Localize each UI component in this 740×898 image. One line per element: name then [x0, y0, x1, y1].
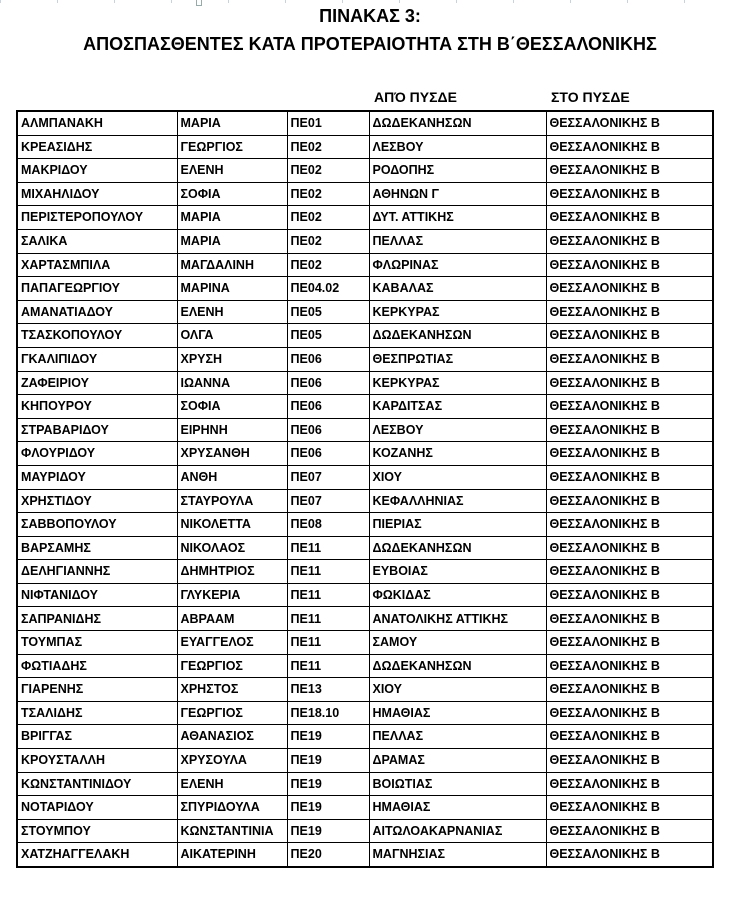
firstname-cell: ΣΟΦΙΑ	[177, 395, 287, 419]
table-row	[17, 465, 713, 489]
to-cell: ΘΕΣΣΑΛΟΝΙΚΗΣ Β	[546, 583, 713, 607]
to-cell: ΘΕΣΣΑΛΟΝΙΚΗΣ Β	[546, 560, 713, 584]
specialty-cell: ΠΕ02	[287, 135, 369, 159]
header-from: ΑΠΌ ΠΥΣΔΕ	[374, 89, 457, 105]
firstname-cell: ΕΛΕΝΗ	[177, 772, 287, 796]
from-cell: ΚΟΖΑΝΗΣ	[369, 442, 546, 466]
firstname-cell: ΝΙΚΟΛΕΤΤΑ	[177, 513, 287, 537]
secondment-table	[16, 110, 714, 868]
surname-cell: ΓΙΑΡΕΝΗΣ	[17, 678, 177, 702]
to-cell: ΘΕΣΣΑΛΟΝΙΚΗΣ Β	[546, 536, 713, 560]
to-cell: ΘΕΣΣΑΛΟΝΙΚΗΣ Β	[546, 819, 713, 843]
from-cell: ΠΙΕΡΙΑΣ	[369, 513, 546, 537]
specialty-cell: ΠΕ19	[287, 725, 369, 749]
table-row	[17, 135, 713, 159]
to-cell: ΘΕΣΣΑΛΟΝΙΚΗΣ Β	[546, 135, 713, 159]
specialty-cell: ΠΕ01	[287, 111, 369, 135]
header-to: ΣΤΟ ΠΥΣΔΕ	[551, 89, 630, 105]
specialty-cell: ΠΕ06	[287, 442, 369, 466]
specialty-cell: ΠΕ19	[287, 819, 369, 843]
to-cell: ΘΕΣΣΑΛΟΝΙΚΗΣ Β	[546, 749, 713, 773]
to-cell: ΘΕΣΣΑΛΟΝΙΚΗΣ Β	[546, 513, 713, 537]
from-cell: ΧΙΟΥ	[369, 465, 546, 489]
surname-cell: ΣΑΒΒΟΠΟΥΛΟΥ	[17, 513, 177, 537]
specialty-cell: ΠΕ06	[287, 418, 369, 442]
surname-cell: ΝΙΦΤΑΝΙΔΟΥ	[17, 583, 177, 607]
surname-cell: ΚΡΟΥΣΤΑΛΛΗ	[17, 749, 177, 773]
surname-cell: ΣΑΛΙΚΑ	[17, 229, 177, 253]
to-cell: ΘΕΣΣΑΛΟΝΙΚΗΣ Β	[546, 796, 713, 820]
to-cell: ΘΕΣΣΑΛΟΝΙΚΗΣ Β	[546, 772, 713, 796]
table-row	[17, 843, 713, 867]
to-cell: ΘΕΣΣΑΛΟΝΙΚΗΣ Β	[546, 111, 713, 135]
to-cell: ΘΕΣΣΑΛΟΝΙΚΗΣ Β	[546, 371, 713, 395]
firstname-cell: ΓΕΩΡΓΙΟΣ	[177, 135, 287, 159]
table-row	[17, 229, 713, 253]
surname-cell: ΜΑΚΡΙΔΟΥ	[17, 159, 177, 183]
table-row	[17, 300, 713, 324]
firstname-cell: ΕΛΕΝΗ	[177, 159, 287, 183]
firstname-cell: ΑΒΡΑΑΜ	[177, 607, 287, 631]
table-row	[17, 442, 713, 466]
from-cell: ΚΑΡΔΙΤΣΑΣ	[369, 395, 546, 419]
table-row	[17, 654, 713, 678]
to-cell: ΘΕΣΣΑΛΟΝΙΚΗΣ Β	[546, 159, 713, 183]
ruler-line	[0, 0, 740, 3]
specialty-cell: ΠΕ13	[287, 678, 369, 702]
specialty-cell: ΠΕ11	[287, 654, 369, 678]
to-cell: ΘΕΣΣΑΛΟΝΙΚΗΣ Β	[546, 607, 713, 631]
specialty-cell: ΠΕ08	[287, 513, 369, 537]
firstname-cell: ΑΝΘΗ	[177, 465, 287, 489]
table-row	[17, 324, 713, 348]
surname-cell: ΑΛΜΠΑΝΑΚΗ	[17, 111, 177, 135]
from-cell: ΘΕΣΠΡΩΤΙΑΣ	[369, 347, 546, 371]
specialty-cell: ΠΕ06	[287, 371, 369, 395]
surname-cell: ΜΑΥΡΙΔΟΥ	[17, 465, 177, 489]
table-row	[17, 819, 713, 843]
firstname-cell: ΕΥΑΓΓΕΛΟΣ	[177, 631, 287, 655]
to-cell: ΘΕΣΣΑΛΟΝΙΚΗΣ Β	[546, 347, 713, 371]
table-row	[17, 772, 713, 796]
page-title: ΠΙΝΑΚΑΣ 3:	[319, 6, 421, 26]
firstname-cell: ΜΑΡΙΑ	[177, 111, 287, 135]
specialty-cell: ΠΕ20	[287, 843, 369, 867]
surname-cell: ΑΜΑΝΑΤΙΑΔΟΥ	[17, 300, 177, 324]
to-cell: ΘΕΣΣΑΛΟΝΙΚΗΣ Β	[546, 489, 713, 513]
from-cell: ΔΩΔΕΚΑΝΗΣΩΝ	[369, 111, 546, 135]
surname-cell: ΦΛΟΥΡΙΔΟΥ	[17, 442, 177, 466]
specialty-cell: ΠΕ02	[287, 159, 369, 183]
from-cell: ΑΘΗΝΩΝ Γ	[369, 182, 546, 206]
from-cell: ΔΩΔΕΚΑΝΗΣΩΝ	[369, 536, 546, 560]
from-cell: ΗΜΑΘΙΑΣ	[369, 701, 546, 725]
specialty-cell: ΠΕ07	[287, 489, 369, 513]
surname-cell: ΚΡΕΑΣΙΔΗΣ	[17, 135, 177, 159]
table-row	[17, 513, 713, 537]
firstname-cell: ΚΩΝΣΤΑΝΤΙΝΙΑ	[177, 819, 287, 843]
firstname-cell: ΧΡΗΣΤΟΣ	[177, 678, 287, 702]
specialty-cell: ΠΕ11	[287, 536, 369, 560]
surname-cell: ΣΤΡΑΒΑΡΙΔΟΥ	[17, 418, 177, 442]
surname-cell: ΔΕΛΗΓΙΑΝΝΗΣ	[17, 560, 177, 584]
from-cell: ΑΙΤΩΛΟΑΚΑΡΝΑΝΙΑΣ	[369, 819, 546, 843]
from-cell: ΧΙΟΥ	[369, 678, 546, 702]
table-row	[17, 111, 713, 135]
to-cell: ΘΕΣΣΑΛΟΝΙΚΗΣ Β	[546, 324, 713, 348]
firstname-cell: ΧΡΥΣΑΝΘΗ	[177, 442, 287, 466]
specialty-cell: ΠΕ06	[287, 395, 369, 419]
to-cell: ΘΕΣΣΑΛΟΝΙΚΗΣ Β	[546, 253, 713, 277]
specialty-cell: ΠΕ02	[287, 253, 369, 277]
specialty-cell: ΠΕ19	[287, 772, 369, 796]
firstname-cell: ΓΛΥΚΕΡΙΑ	[177, 583, 287, 607]
surname-cell: ΖΑΦΕΙΡΙΟΥ	[17, 371, 177, 395]
surname-cell: ΣΑΠΡΑΝΙΔΗΣ	[17, 607, 177, 631]
table-row	[17, 253, 713, 277]
table-row	[17, 182, 713, 206]
specialty-cell: ΠΕ11	[287, 560, 369, 584]
firstname-cell: ΣΤΑΥΡΟΥΛΑ	[177, 489, 287, 513]
specialty-cell: ΠΕ07	[287, 465, 369, 489]
surname-cell: ΒΡΙΓΓΑΣ	[17, 725, 177, 749]
table-row	[17, 725, 713, 749]
from-cell: ΒΟΙΩΤΙΑΣ	[369, 772, 546, 796]
from-cell: ΚΕΦΑΛΛΗΝΙΑΣ	[369, 489, 546, 513]
to-cell: ΘΕΣΣΑΛΟΝΙΚΗΣ Β	[546, 182, 713, 206]
firstname-cell: ΜΑΡΙΑ	[177, 206, 287, 230]
table-row	[17, 749, 713, 773]
firstname-cell: ΔΗΜΗΤΡΙΟΣ	[177, 560, 287, 584]
from-cell: ΔΩΔΕΚΑΝΗΣΩΝ	[369, 654, 546, 678]
firstname-cell: ΑΙΚΑΤΕΡΙΝΗ	[177, 843, 287, 867]
from-cell: ΦΩΚΙΔΑΣ	[369, 583, 546, 607]
table-row	[17, 347, 713, 371]
to-cell: ΘΕΣΣΑΛΟΝΙΚΗΣ Β	[546, 395, 713, 419]
firstname-cell: ΣΟΦΙΑ	[177, 182, 287, 206]
specialty-cell: ΠΕ18.10	[287, 701, 369, 725]
from-cell: ΠΕΛΛΑΣ	[369, 725, 546, 749]
specialty-cell: ΠΕ11	[287, 607, 369, 631]
specialty-cell: ΠΕ19	[287, 796, 369, 820]
table-row	[17, 206, 713, 230]
surname-cell: ΧΑΡΤΑΣΜΠΙΛΑ	[17, 253, 177, 277]
from-cell: ΣΑΜΟΥ	[369, 631, 546, 655]
surname-cell: ΦΩΤΙΑΔΗΣ	[17, 654, 177, 678]
table-row	[17, 536, 713, 560]
specialty-cell: ΠΕ04.02	[287, 277, 369, 301]
firstname-cell: ΕΛΕΝΗ	[177, 300, 287, 324]
specialty-cell: ΠΕ02	[287, 206, 369, 230]
specialty-cell: ΠΕ02	[287, 182, 369, 206]
specialty-cell: ΠΕ19	[287, 749, 369, 773]
table-row	[17, 583, 713, 607]
firstname-cell: ΜΑΡΙΑ	[177, 229, 287, 253]
to-cell: ΘΕΣΣΑΛΟΝΙΚΗΣ Β	[546, 300, 713, 324]
to-cell: ΘΕΣΣΑΛΟΝΙΚΗΣ Β	[546, 206, 713, 230]
table-row	[17, 796, 713, 820]
firstname-cell: ΜΑΡΙΝΑ	[177, 277, 287, 301]
surname-cell: ΠΑΠΑΓΕΩΡΓΙΟΥ	[17, 277, 177, 301]
surname-cell: ΣΤΟΥΜΠΟΥ	[17, 819, 177, 843]
table-row	[17, 159, 713, 183]
table-row	[17, 277, 713, 301]
from-cell: ΔΥΤ. ΑΤΤΙΚΗΣ	[369, 206, 546, 230]
from-cell: ΚΕΡΚΥΡΑΣ	[369, 371, 546, 395]
firstname-cell: ΧΡΥΣΗ	[177, 347, 287, 371]
from-cell: ΔΩΔΕΚΑΝΗΣΩΝ	[369, 324, 546, 348]
to-cell: ΘΕΣΣΑΛΟΝΙΚΗΣ Β	[546, 701, 713, 725]
from-cell: ΗΜΑΘΙΑΣ	[369, 796, 546, 820]
surname-cell: ΝΟΤΑΡΙΔΟΥ	[17, 796, 177, 820]
to-cell: ΘΕΣΣΑΛΟΝΙΚΗΣ Β	[546, 442, 713, 466]
firstname-cell: ΧΡΥΣΟΥΛΑ	[177, 749, 287, 773]
to-cell: ΘΕΣΣΑΛΟΝΙΚΗΣ Β	[546, 678, 713, 702]
to-cell: ΘΕΣΣΑΛΟΝΙΚΗΣ Β	[546, 465, 713, 489]
surname-cell: ΚΗΠΟΥΡΟΥ	[17, 395, 177, 419]
surname-cell: ΧΑΤΖΗΑΓΓΕΛΑΚΗ	[17, 843, 177, 867]
from-cell: ΦΛΩΡΙΝΑΣ	[369, 253, 546, 277]
firstname-cell: ΓΕΩΡΓΙΟΣ	[177, 654, 287, 678]
from-cell: ΕΥΒΟΙΑΣ	[369, 560, 546, 584]
firstname-cell: ΕΙΡΗΝΗ	[177, 418, 287, 442]
surname-cell: ΒΑΡΣΑΜΗΣ	[17, 536, 177, 560]
surname-cell: ΧΡΗΣΤΙΔΟΥ	[17, 489, 177, 513]
firstname-cell: ΓΕΩΡΓΙΟΣ	[177, 701, 287, 725]
firstname-cell: ΜΑΓΔΑΛΙΝΗ	[177, 253, 287, 277]
specialty-cell: ΠΕ05	[287, 324, 369, 348]
from-cell: ΚΑΒΑΛΑΣ	[369, 277, 546, 301]
surname-cell: ΤΣΑΣΚΟΠΟΥΛΟΥ	[17, 324, 177, 348]
table-row	[17, 371, 713, 395]
to-cell: ΘΕΣΣΑΛΟΝΙΚΗΣ Β	[546, 277, 713, 301]
table-row	[17, 489, 713, 513]
from-cell: ΛΕΣΒΟΥ	[369, 135, 546, 159]
table-row	[17, 560, 713, 584]
from-cell: ΜΑΓΝΗΣΙΑΣ	[369, 843, 546, 867]
surname-cell: ΜΙΧΑΗΛΙΔΟΥ	[17, 182, 177, 206]
table-body	[17, 111, 713, 867]
from-cell: ΚΕΡΚΥΡΑΣ	[369, 300, 546, 324]
table-row	[17, 395, 713, 419]
firstname-cell: ΣΠΥΡΙΔΟΥΛΑ	[177, 796, 287, 820]
table-row	[17, 631, 713, 655]
table-row	[17, 607, 713, 631]
to-cell: ΘΕΣΣΑΛΟΝΙΚΗΣ Β	[546, 843, 713, 867]
from-cell: ΛΕΣΒΟΥ	[369, 418, 546, 442]
specialty-cell: ΠΕ02	[287, 229, 369, 253]
from-cell: ΔΡΑΜΑΣ	[369, 749, 546, 773]
table-row	[17, 678, 713, 702]
to-cell: ΘΕΣΣΑΛΟΝΙΚΗΣ Β	[546, 418, 713, 442]
from-cell: ΑΝΑΤΟΛΙΚΗΣ ΑΤΤΙΚΗΣ	[369, 607, 546, 631]
page-subtitle: ΑΠΟΣΠΑΣΘΕΝΤΕΣ ΚΑΤΑ ΠΡΟΤΕΡΑΙΟΤΗΤΑ ΣΤΗ Β΄ΘΕΣΣΑΛΟΝΙΚΗΣ	[83, 34, 657, 54]
to-cell: ΘΕΣΣΑΛΟΝΙΚΗΣ Β	[546, 725, 713, 749]
surname-cell: ΓΚΑΛΙΠΙΔΟΥ	[17, 347, 177, 371]
from-cell: ΡΟΔΟΠΗΣ	[369, 159, 546, 183]
to-cell: ΘΕΣΣΑΛΟΝΙΚΗΣ Β	[546, 631, 713, 655]
firstname-cell: ΟΛΓΑ	[177, 324, 287, 348]
specialty-cell: ΠΕ05	[287, 300, 369, 324]
specialty-cell: ΠΕ06	[287, 347, 369, 371]
firstname-cell: ΝΙΚΟΛΑΟΣ	[177, 536, 287, 560]
firstname-cell: ΙΩΑΝΝΑ	[177, 371, 287, 395]
specialty-cell: ΠΕ11	[287, 631, 369, 655]
firstname-cell: ΑΘΑΝΑΣΙΟΣ	[177, 725, 287, 749]
specialty-cell: ΠΕ11	[287, 583, 369, 607]
table-row	[17, 701, 713, 725]
surname-cell: ΠΕΡΙΣΤΕΡΟΠΟΥΛΟΥ	[17, 206, 177, 230]
surname-cell: ΤΣΑΛΙΔΗΣ	[17, 701, 177, 725]
surname-cell: ΤΟΥΜΠΑΣ	[17, 631, 177, 655]
to-cell: ΘΕΣΣΑΛΟΝΙΚΗΣ Β	[546, 229, 713, 253]
from-cell: ΠΕΛΛΑΣ	[369, 229, 546, 253]
surname-cell: ΚΩΝΣΤΑΝΤΙΝΙΔΟΥ	[17, 772, 177, 796]
to-cell: ΘΕΣΣΑΛΟΝΙΚΗΣ Β	[546, 654, 713, 678]
table-row	[17, 418, 713, 442]
